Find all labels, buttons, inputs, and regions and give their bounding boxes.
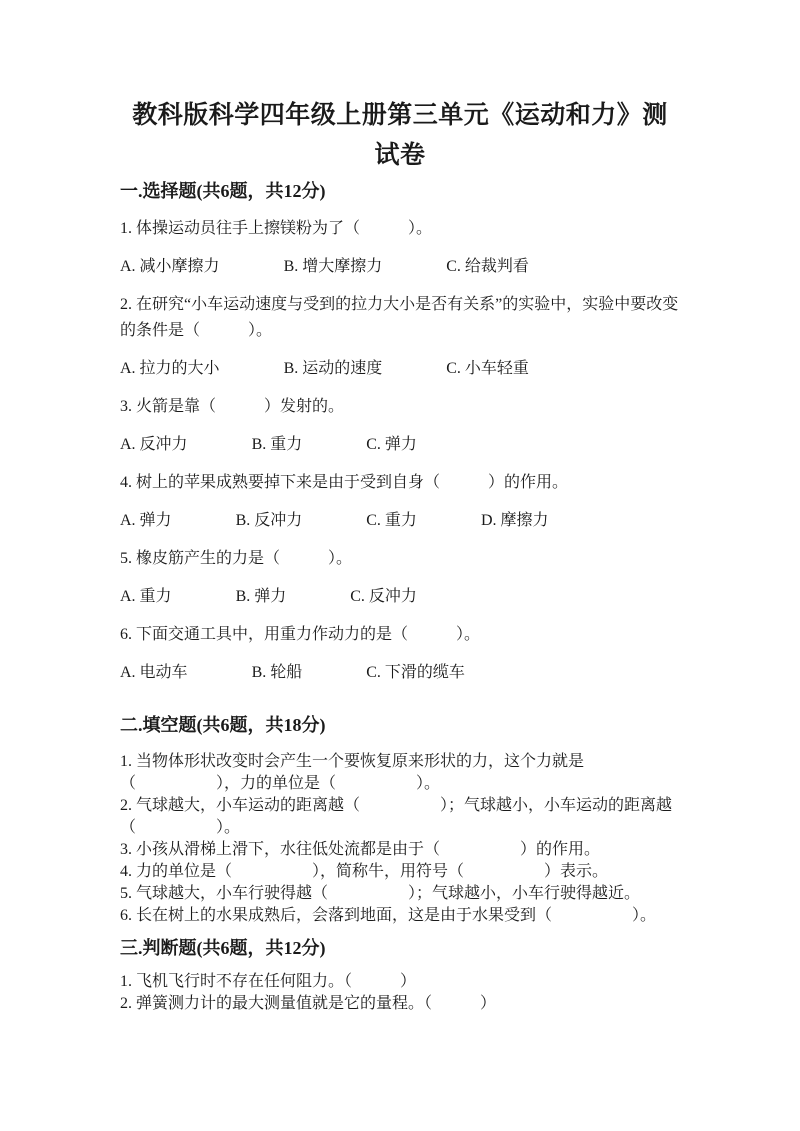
choice-question-5: 5. 橡皮筋产生的力是（ ）。: [120, 550, 353, 567]
fill-question-1: 1. 当物体形状改变时会产生一个要恢复原来形状的力，这个力就是（ ），力的单位是（ ）。: [120, 753, 585, 792]
choice-q2-option-a: A. 拉力的大小: [120, 360, 220, 377]
judge-question-2: 2. 弹簧测力计的最大测量值就是它的量程。（ ）: [120, 995, 497, 1012]
fill-question-5: 5. 气球越大，小车行驶得越（ ）；气球越小，小车行驶得越近。: [120, 885, 641, 902]
fill-question-2: 2. 气球越大，小车运动的距离越（ ）；气球越小，小车运动的距离越（ ）。: [120, 797, 673, 836]
choice-question-4: 4. 树上的苹果成熟要掉下来是由于受到自身（ ）的作用。: [120, 474, 569, 491]
choice-q6-options-row: [120, 660, 680, 686]
choice-q5-options-row: [120, 584, 680, 610]
choice-q4-options-row: [120, 508, 680, 534]
choice-q4-option-b: B. 反冲力: [235, 512, 303, 529]
choice-q3-options-row: [120, 432, 680, 458]
judge-question-1: 1. 飞机飞行时不存在任何阻力。（ ）: [120, 973, 417, 990]
choice-q1-option-b: B. 增大摩擦力: [283, 258, 383, 275]
section-heading-judge: 三.判断题(共6题，共12分): [120, 938, 326, 958]
fill-question-list: [120, 751, 680, 927]
choice-question-2: 2. 在研究“小车运动速度与受到的拉力大小是否有关系”的实验中，实验中要改变的条件是（ ）。: [120, 296, 679, 339]
fill-question-4: 4. 力的单位是（ ），简称牛，用符号（ ）表示。: [120, 863, 609, 880]
choice-q1-options-row: [120, 254, 680, 280]
choice-q1-option-c: C. 给裁判看: [446, 258, 529, 275]
choice-q6-option-a: A. 电动车: [120, 664, 188, 681]
section-heading-fill: 二.填空题(共6题，共18分): [120, 715, 326, 735]
choice-q2-options-row: [120, 356, 680, 382]
choice-question-6: 6. 下面交通工具中，用重力作动力的是（ ）。: [120, 626, 481, 643]
section-heading-choice: 一.选择题(共6题，共12分): [120, 181, 326, 201]
choice-q6-option-b: B. 轮船: [251, 664, 303, 681]
choice-q4-option-d: D. 摩擦力: [480, 512, 549, 529]
choice-question-1: 1. 体操运动员往手上擦镁粉为了（ ）。: [120, 220, 433, 237]
choice-q3-option-c: C. 弹力: [366, 436, 417, 453]
choice-question-3: 3. 火箭是靠（ ）发射的。: [120, 398, 345, 415]
choice-q5-option-c: C. 反冲力: [350, 588, 417, 605]
choice-q5-option-b: B. 弹力: [235, 588, 287, 605]
fill-question-6: 6. 长在树上的水果成熟后，会落到地面，这是由于水果受到（ ）。: [120, 907, 657, 924]
choice-q2-option-b: B. 运动的速度: [283, 360, 383, 377]
choice-q3-option-a: A. 反冲力: [120, 436, 188, 453]
choice-q4-option-c: C. 重力: [366, 512, 417, 529]
choice-q5-option-a: A. 重力: [120, 588, 172, 605]
choice-q1-option-a: A. 减小摩擦力: [120, 258, 220, 275]
choice-q4-option-a: A. 弹力: [120, 512, 172, 529]
choice-q6-option-c: C. 下滑的缆车: [366, 664, 465, 681]
judge-question-list: [120, 971, 680, 1015]
choice-q3-option-b: B. 重力: [251, 436, 303, 453]
fill-question-3: 3. 小孩从滑梯上滑下，水往低处流都是由于（ ）的作用。: [120, 841, 601, 858]
page-title: 教科版科学四年级上册第三单元《运动和力》测试卷: [132, 102, 668, 169]
choice-q2-option-c: C. 小车轻重: [446, 360, 529, 377]
